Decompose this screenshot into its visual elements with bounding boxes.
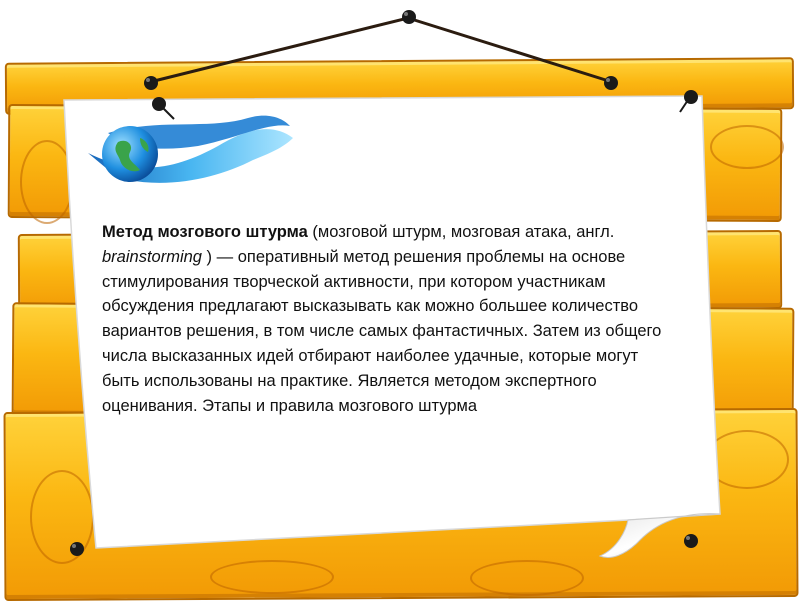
pin-icon: [680, 530, 702, 552]
term-english: brainstorming: [102, 247, 202, 266]
term-bold: Метод мозгового штурма: [102, 223, 308, 241]
pin-icon: [676, 88, 706, 118]
definition-part-1: (мозговой штурм, мозговая атака, англ.: [307, 223, 615, 241]
definition-text: [102, 220, 662, 418]
globe-logo-icon: [78, 108, 308, 198]
definition-part-2: ) — оперативный метод решения проблемы на основе стимулирования творческой активности, при котором участникам обсуждения предлагают высказывать как можно большее количество вариантов решения, в том числе самых фантастичных. Затем из общего числа высказанных идей отбирают наиболее удачные, которые могут быть использованы на практике. Является методом экспертного оценивания. Этапы и правила мозгового штурма: [102, 247, 662, 415]
pin-icon: [66, 538, 88, 560]
